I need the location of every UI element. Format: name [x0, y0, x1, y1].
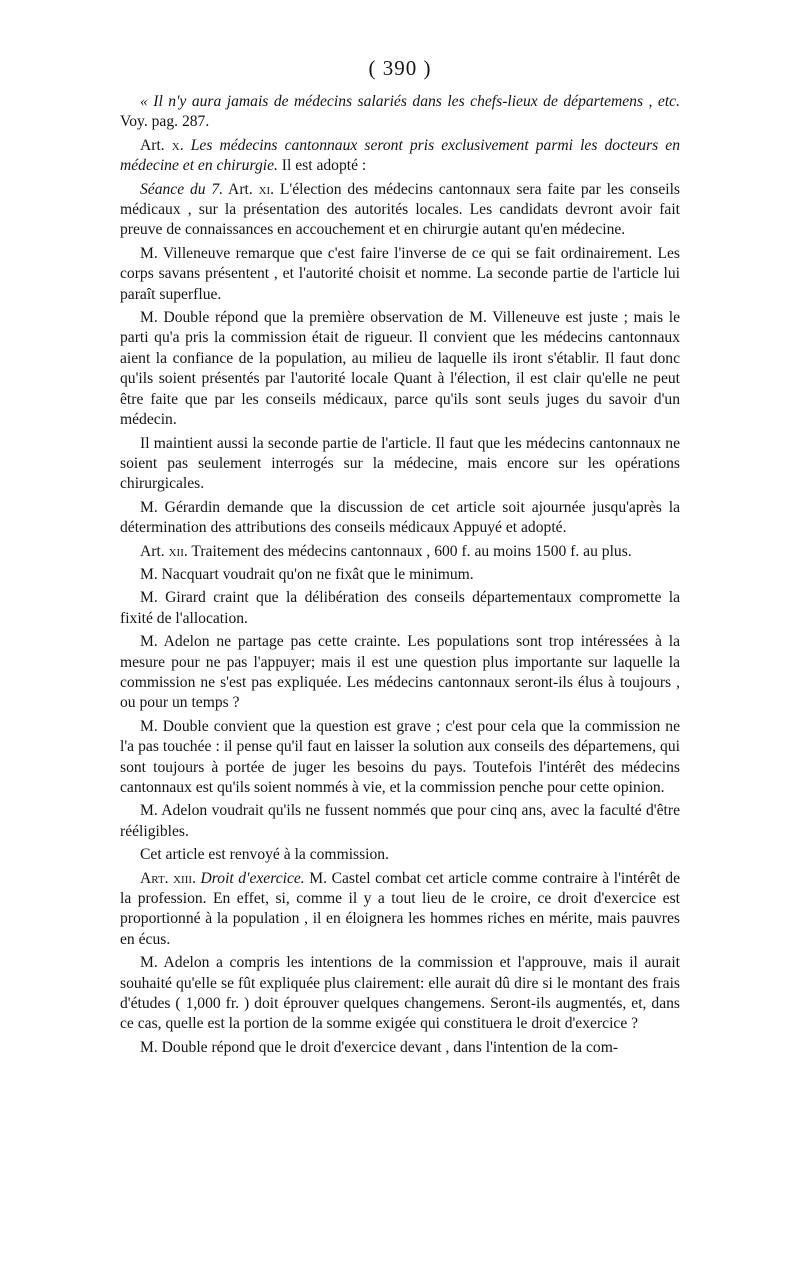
paragraph-p8: [120, 542, 680, 562]
text-segment: Séance du 7.: [140, 180, 224, 198]
text-segment: .: [192, 869, 201, 887]
text-segment: M. Nacquart voudrait qu'on ne fixât que le minimum.: [140, 565, 474, 583]
text-segment: Art. xiii: [140, 869, 193, 887]
paragraph-p14: [120, 845, 680, 865]
text-segment: Art.: [140, 136, 172, 154]
paragraph-p11: [120, 632, 680, 714]
text-segment: . Traitement des médecins cantonnaux , 600 f. au moins 1500 f. au plus.: [183, 542, 632, 560]
paragraph-p12: [120, 717, 680, 799]
text-segment: Il maintient aussi la seconde partie de l'article. Il faut que les médecins cantonnaux ne soient pas seulement interrogés sur la médecine, mais encore sur les opérations chirurgicales.: [120, 434, 680, 493]
text-segment: Art.: [223, 180, 259, 198]
text-segment: M. Double convient que la question est grave ; c'est pour cela que la commission ne l'a pas touchée : il pense qu'il faut en laisser la solution aux conseils des départemens, qui sont toujours à portée de juger les besoins du pays. Toutefois l'intérêt des médecins cantonnaux est qu'ils soient nommés à vie, et la commission penche pour cette opinion.: [120, 717, 680, 796]
text-segment: .: [179, 136, 191, 154]
paragraph-p15: [120, 869, 680, 951]
text-segment: M. Double répond que le droit d'exercice devant , dans l'intention de la com-: [140, 1038, 619, 1056]
text-segment: M. Double répond que la première observation de M. Villeneuve est juste ; mais le parti qu'a pris la commission était de rigueur. Il convient que les médecins cantonnaux aient la confiance de la population, au milieu de laquelle ils iront s'établir. Il faut donc qu'ils soient présentés par l'autorité locale Quant à l'élection, il est clair qu'elle ne peut être faite que par les conseils médicaux, parce qu'ils sont seuls juges du savoir d'un médecin.: [120, 309, 680, 429]
text-segment: Cet article est renvoyé à la commission.: [140, 846, 389, 864]
paragraph-p17: [120, 1038, 680, 1058]
text-segment: Voy. pag. 287.: [120, 113, 210, 131]
text-segment: xi: [258, 180, 271, 198]
text-segment: . L'élection des médecins cantonnaux sera faite par les conseils médicaux , sur la présentation des autorités locales. Les candidats devront avoir fait preuve de connaissances en accouchement et en chirurgie autant qu'en médecine.: [120, 180, 680, 239]
text-segment: Il est adopté :: [277, 157, 367, 175]
paragraph-p4: [120, 244, 680, 305]
paragraph-p3: [120, 180, 680, 241]
text-segment: xii: [168, 542, 184, 560]
text-segment: M. Gérardin demande que la discussion de cet article soit ajournée jusqu'après la détermination des attributions des conseils médicaux Appuyé et adopté.: [120, 498, 680, 537]
page-number: ( 390 ): [368, 56, 432, 80]
body-text: [120, 92, 680, 1058]
text-segment: M. Girard craint que la délibération des conseils départementaux compromette la fixité de l'allocation.: [120, 589, 680, 627]
text-segment: x: [171, 136, 180, 154]
paragraph-p5: [120, 308, 680, 430]
paragraph-p9: [120, 565, 680, 585]
text-segment: Droit d'exercice.: [200, 869, 305, 887]
paragraph-p7: [120, 498, 680, 539]
text-segment: M. Villeneuve remarque que c'est faire l'inverse de ce qui se fait ordinairement. Les corps savans présentent , et l'autorité choisit et nomme. La seconde partie de l'article lui paraît superflue.: [120, 244, 680, 303]
text-segment: M. Adelon voudrait qu'ils ne fussent nommés que pour cinq ans, avec la faculté d'être rééligibles.: [120, 802, 680, 840]
paragraph-p10: [120, 588, 680, 629]
paragraph-p6: [120, 434, 680, 495]
text-segment: « Il n'y aura jamais de médecins salariés dans les chefs-lieux de départemens , etc.: [140, 93, 680, 110]
text-segment: M. Adelon ne partage pas cette crainte. Les populations sont trop intéressées à la mesure pour ne pas l'appuyer; mais il est une question plus importante sur laquelle la commission ne s'est pas expliquée. Les médecins cantonnaux seront-ils élus à toujours , ou pour un temps ?: [120, 633, 680, 712]
text-segment: M. Castel combat cet article comme contraire à l'intérêt de la profession. En effet, si, comme il y a tout lieu de le croire, ce droit d'exercice est proportionné à la population , il en éloignera les hommes riches en mérite, mais pauvres en écus.: [120, 869, 681, 948]
text-segment: M. Adelon a compris les intentions de la commission et l'approuve, mais il aurait souhaité qu'elle se fût expliquée plus clairement: elle aurait dû dire si le montant des frais d'études ( 1,000 fr. ) doit éprouver quelques changemens. Seront-ils augmentés, et, dans ce cas, quelle est la portion de la somme exigée qui constituera le droit d'exercice ?: [120, 954, 680, 1033]
paragraph-p2: [120, 136, 680, 177]
text-segment: Les médecins cantonnaux seront pris exclusivement parmi les docteurs en médecine et en chirurgie.: [120, 136, 681, 175]
text-segment: Art.: [140, 542, 169, 560]
paragraph-p16: [120, 953, 680, 1035]
paragraph-p1: [120, 92, 680, 133]
paragraph-p13: [120, 801, 680, 842]
